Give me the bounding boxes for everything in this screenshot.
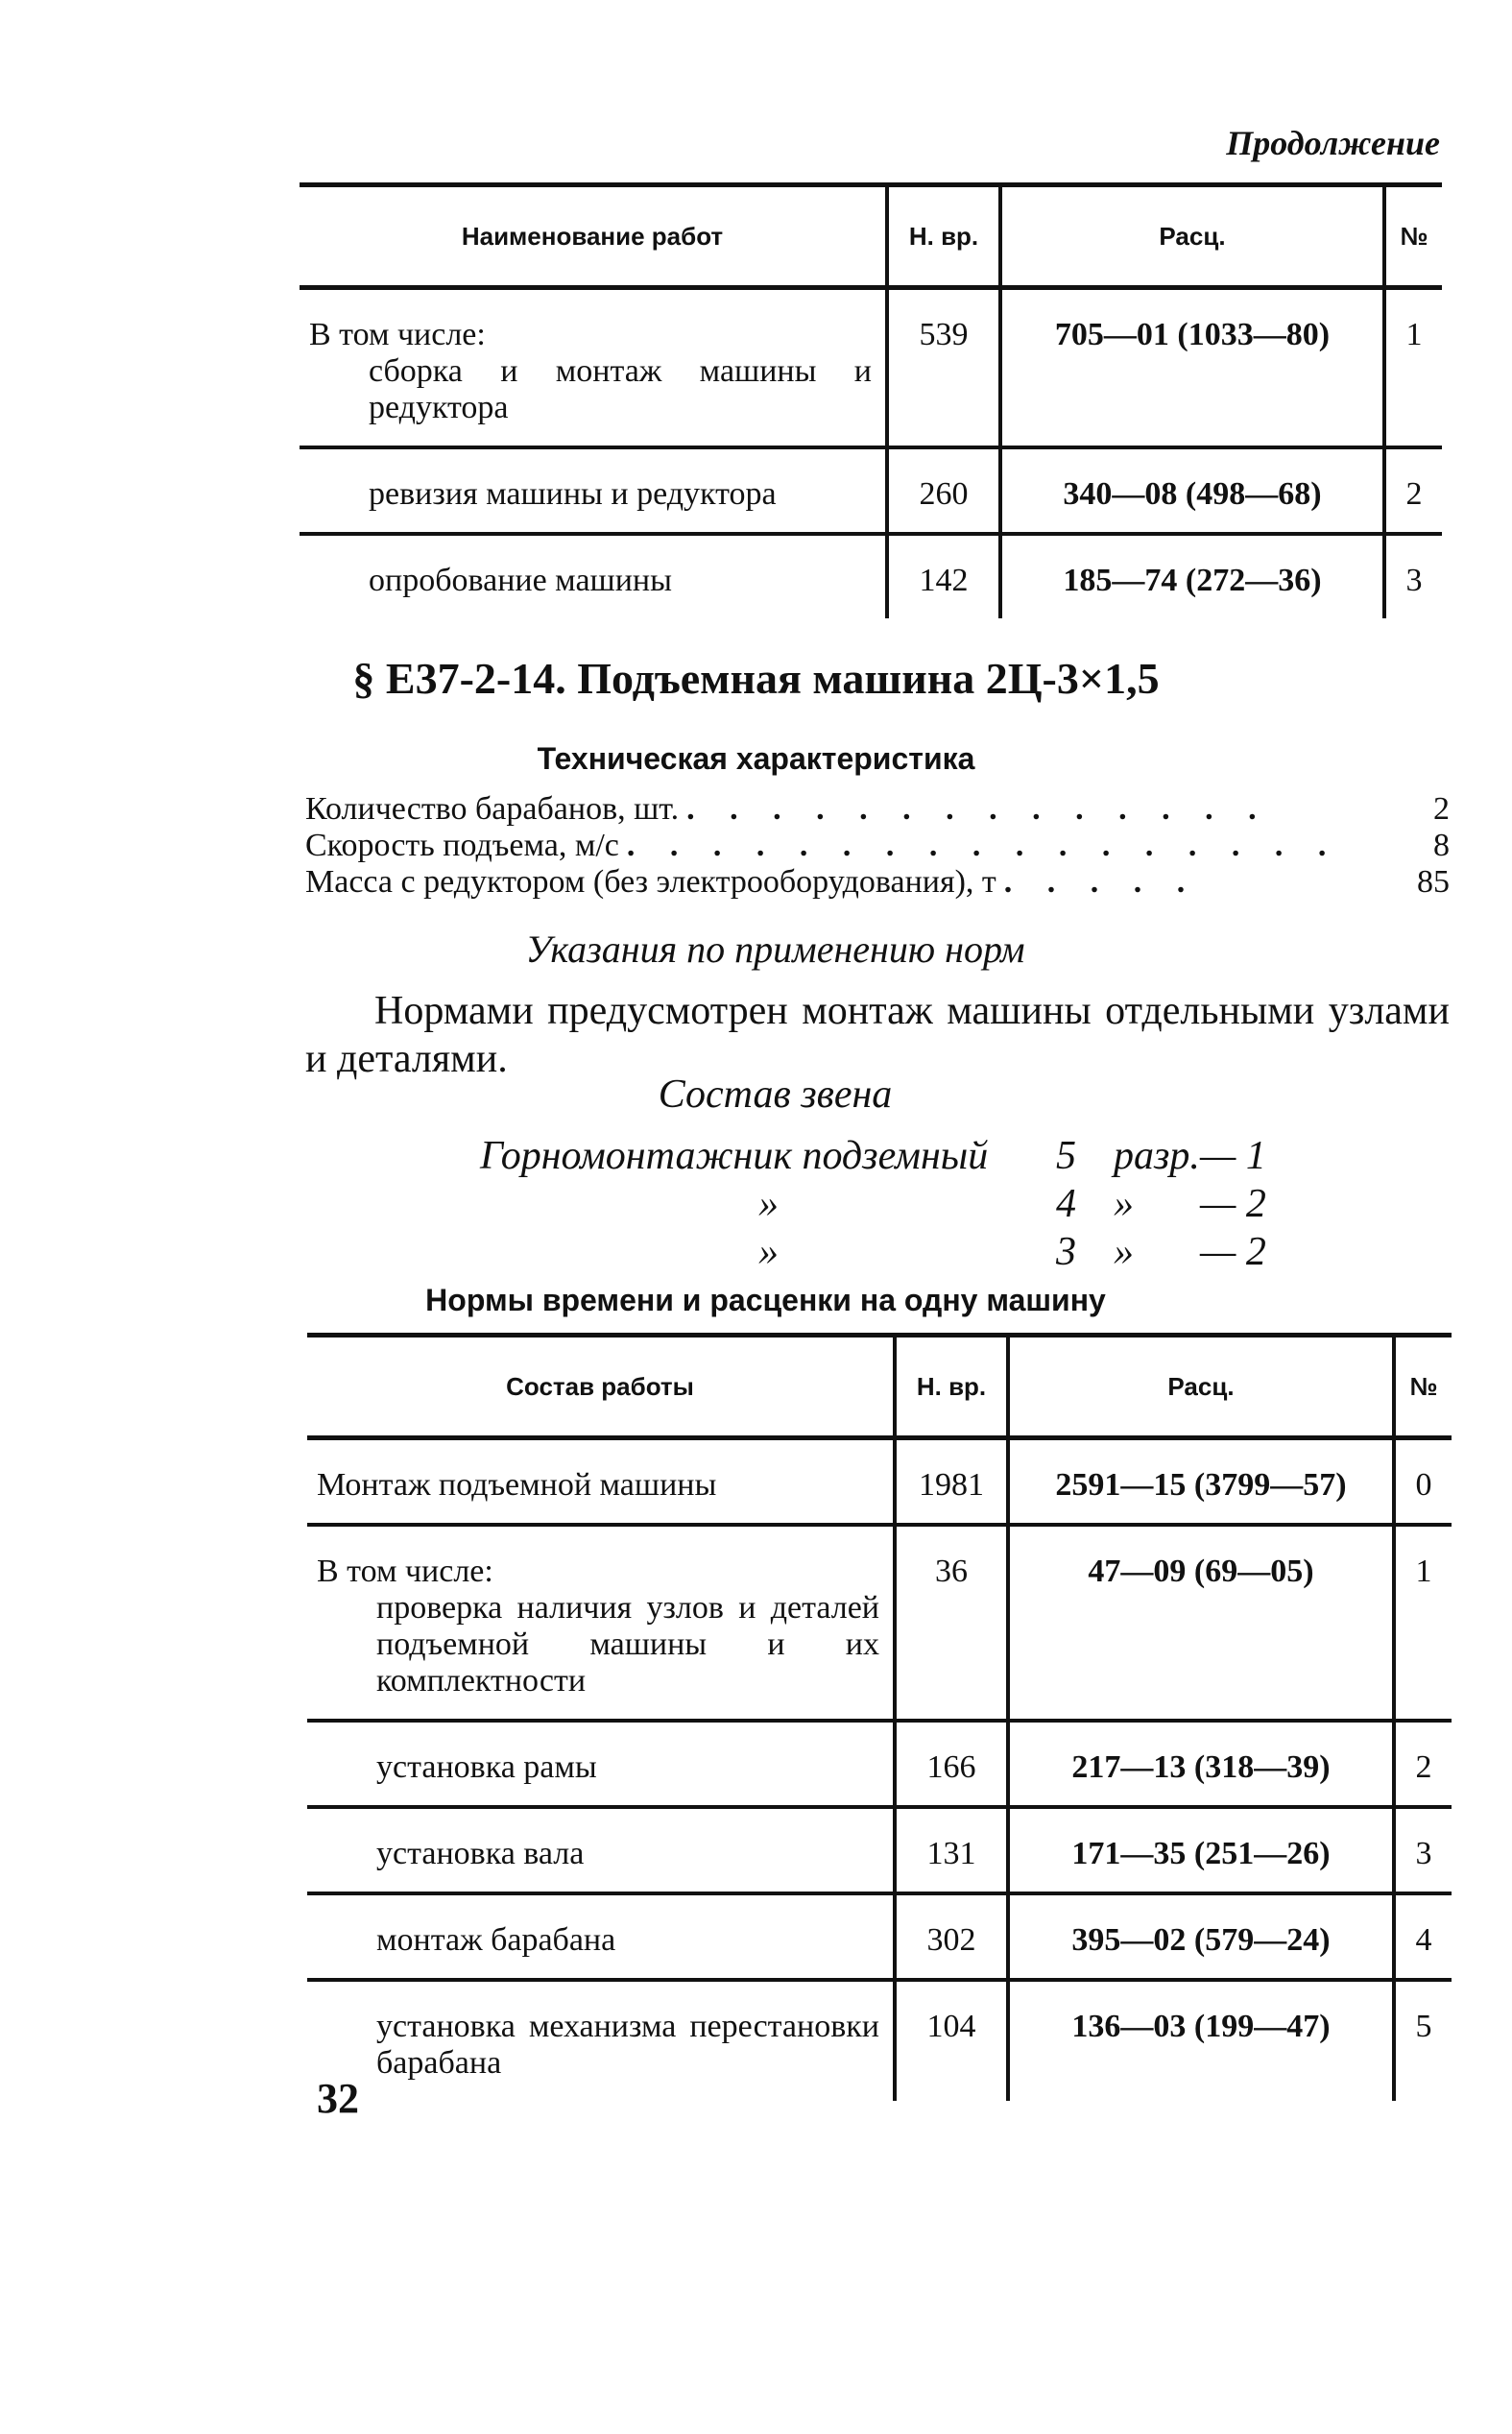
crew-row <box>480 1229 1286 1277</box>
spec-label: Масса с редуктором (без электрооборудования), т <box>305 864 996 900</box>
row-number: 3 <box>1394 1807 1452 1893</box>
continuation-label: Продолжение <box>1226 124 1440 162</box>
table-row <box>307 1721 1452 1807</box>
table-row <box>307 1807 1452 1893</box>
work-norms-table-continued <box>300 182 1442 618</box>
header-number: № <box>1384 185 1442 288</box>
work-name-cell <box>307 1438 895 1526</box>
header-work-composition: Состав работы <box>307 1336 895 1438</box>
spec-value: 85 <box>1417 864 1450 900</box>
header-rate: Расц. <box>1008 1336 1394 1438</box>
rate: 185—74 (272—36) <box>1000 534 1384 618</box>
time-norm: 131 <box>895 1807 1008 1893</box>
row-number: 1 <box>1405 317 1423 352</box>
rate: 395—02 (579—24) <box>1008 1893 1394 1980</box>
page-number: 32 <box>317 2075 359 2122</box>
norms-table-title: Нормы времени и расценки на одну машину <box>425 1283 1106 1317</box>
work-name-cell <box>300 534 887 618</box>
rate: 2591—15 (3799—57) <box>1008 1438 1394 1526</box>
work-name: Монтаж подъемной машины <box>317 1467 717 1503</box>
time-norm: 302 <box>895 1893 1008 1980</box>
work-name: проверка наличия узлов и деталей подъемной машины и их комплектности <box>376 1590 879 1699</box>
crew-grade: 3 <box>1056 1230 1076 1274</box>
row-number: 1 <box>1394 1525 1452 1721</box>
header-number: № <box>1394 1336 1452 1438</box>
instructions-text: Нормами предусмотрен монтаж машины отдельными узлами и деталями. <box>305 989 1450 1081</box>
work-name-cell <box>300 447 887 534</box>
table-row <box>300 534 1442 618</box>
spec-row <box>305 864 1450 901</box>
time-norm: 104 <box>895 1980 1008 2101</box>
time-norm: 142 <box>887 534 1000 618</box>
table-row <box>307 1438 1452 1526</box>
work-name-cell <box>307 1721 895 1807</box>
work-name-cell <box>307 1525 895 1721</box>
row-number: 4 <box>1394 1893 1452 1980</box>
row-number: 2 <box>1384 447 1442 534</box>
work-name-cell <box>300 288 887 448</box>
time-norm: 1981 <box>895 1438 1008 1526</box>
crew-ditto-mark: » <box>758 1182 779 1226</box>
work-name-cell <box>307 1893 895 1980</box>
spec-row <box>305 828 1450 864</box>
table-row <box>307 1980 1452 2101</box>
crew-grade: 4 <box>1056 1182 1076 1226</box>
spec-value: 2 <box>1433 791 1450 827</box>
work-name-cell <box>307 1980 895 2101</box>
rate: 340—08 (498—68) <box>1000 447 1384 534</box>
header-time-norm: Н. вр. <box>895 1336 1008 1438</box>
crew-ditto-mark: » <box>1114 1182 1134 1226</box>
work-name-cell <box>307 1807 895 1893</box>
crew-count: — 2 <box>1200 1182 1266 1226</box>
time-norm: 36 <box>895 1525 1008 1721</box>
spec-leader-dots: . . . . . <box>1003 864 1199 900</box>
rate: 705—01 (1033—80) <box>1000 288 1384 448</box>
specs-title: Техническая характеристика <box>537 741 975 776</box>
section-title: § Е37-2-14. Подъемная машина 2Ц-3×1,5 <box>352 654 1160 703</box>
crew-title: Состав звена <box>658 1072 893 1117</box>
row-number: 2 <box>1394 1721 1452 1807</box>
header-time-norm: Н. вр. <box>887 185 1000 288</box>
spec-value: 8 <box>1433 828 1450 863</box>
crew-profession: Горномонтажник подземный <box>480 1134 989 1178</box>
spec-list <box>305 791 1450 901</box>
crew-grade-unit: разр. <box>1114 1134 1200 1178</box>
table-row <box>307 1525 1452 1721</box>
spec-leader-dots: . . . . . . . . . . . . . . <box>686 791 1270 827</box>
rate: 136—03 (199—47) <box>1008 1980 1394 2101</box>
rate: 47—09 (69—05) <box>1008 1525 1394 1721</box>
time-norm: 260 <box>887 447 1000 534</box>
spec-leader-dots: . . . . . . . . . . . . . . . . . <box>626 828 1340 863</box>
header-rate: Расц. <box>1000 185 1384 288</box>
time-norm: 166 <box>895 1721 1008 1807</box>
row-number: 5 <box>1394 1980 1452 2101</box>
spec-label: Скорость подъема, м/с <box>305 828 619 863</box>
crew-row <box>480 1133 1286 1181</box>
instructions-title: Указания по применению норм <box>525 928 1025 971</box>
spec-row <box>305 791 1450 828</box>
subgroup-heading: В том числе: <box>317 1554 493 1589</box>
subgroup-heading: В том числе: <box>309 317 486 352</box>
row-number: 3 <box>1384 534 1442 618</box>
table-row <box>300 447 1442 534</box>
work-name: сборка и монтаж машины и редуктора <box>369 353 872 425</box>
crew-ditto-mark: » <box>1114 1230 1134 1274</box>
crew-count: — 1 <box>1200 1134 1266 1178</box>
work-name: установка механизма перестановки барабана <box>376 2009 879 2081</box>
crew-list <box>480 1133 1286 1277</box>
crew-ditto-mark: » <box>758 1230 779 1274</box>
work-name: установка рамы <box>376 1749 597 1785</box>
work-name: монтаж барабана <box>376 1922 616 1958</box>
rate: 217—13 (318—39) <box>1008 1721 1394 1807</box>
crew-grade: 5 <box>1056 1134 1076 1178</box>
header-work-name: Наименование работ <box>300 185 887 288</box>
time-norm: 539 <box>887 288 1000 448</box>
work-name: опробование машины <box>369 563 672 598</box>
row-number: 0 <box>1415 1467 1432 1503</box>
crew-row <box>480 1181 1286 1229</box>
spec-label: Количество барабанов, шт. <box>305 791 680 827</box>
table-row <box>307 1893 1452 1980</box>
table-row <box>300 288 1442 448</box>
work-name: ревизия машины и редуктора <box>369 476 777 512</box>
work-name: установка вала <box>376 1836 585 1871</box>
work-norms-table <box>307 1333 1452 2101</box>
rate: 171—35 (251—26) <box>1008 1807 1394 1893</box>
crew-count: — 2 <box>1200 1230 1266 1274</box>
